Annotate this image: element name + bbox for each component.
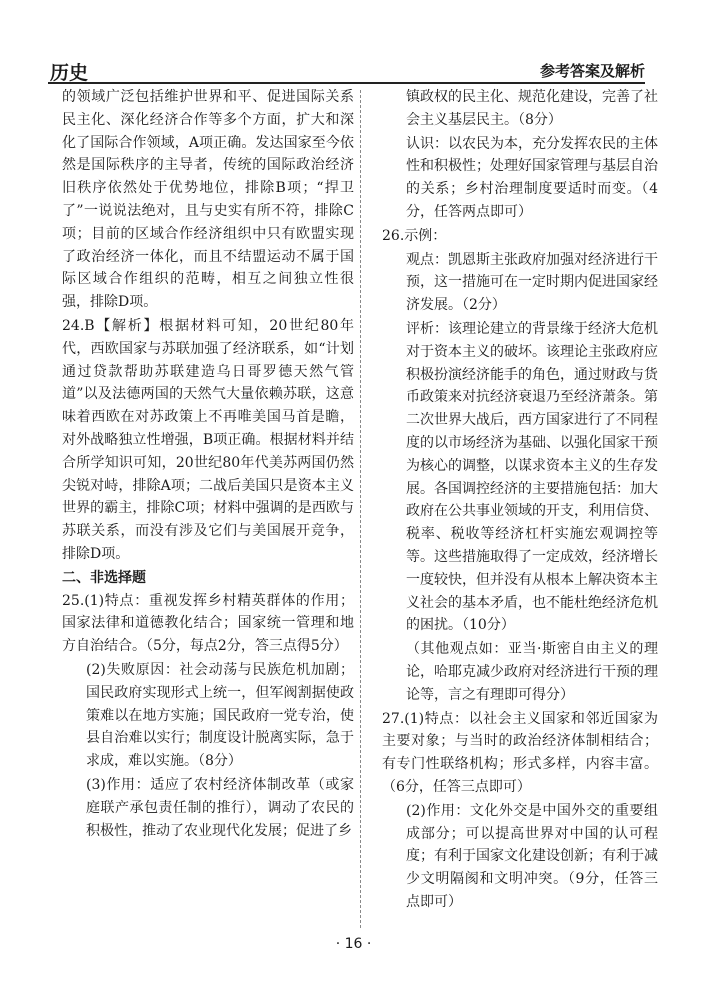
answer-25-1: 25.(1)特点：重视发挥乡村精英群体的作用；国家法律和道德教化结合；国家统一管理和地方自治结合。（5分，每点2分，答三点得5分） (62, 592, 354, 655)
answer-26-comment: 评析：该理论建立的背景缘于经济大危机对于资本主义的破坏。该理论主张政府应积极扮演经济能手的角色，通过财政与货币政策来对抗经济衰退乃至经济萧条。第二次世界大战后，西方国家进行了不同程度的以市场经济为基础、以强化国家干预为核心的调整，以谋求资本主义的生存发展。各国调控经济的主要措施包括：加大政府在公共事业领域的开支，利用信贷、税率、税收等经济杠杆实施宏观调控等等。这些措施取得了一定成效，经济增长一度较快，但并没有从根本上解决资本主义社会的基本矛盾，也不能杜绝经济危机的困扰。（10分） (406, 320, 658, 634)
section-heading: 二、非选择题 (62, 569, 146, 586)
section-title: 参考答案及解析 (539, 62, 645, 80)
subject-title: 历史 (50, 62, 89, 84)
column-divider (360, 90, 361, 928)
answer-25-2: (2)失败原因：社会动荡与民族危机加剧；国民政府实现形式上统一，但军阀割据使政策难以在地方实施；国民政府一党专治，使县自治难以实行；制度设计脱离实际，急于求成，难以实施。（8分） (86, 661, 354, 770)
answer-25-insight: 认识：以农民为本，充分发挥农民的主体性和积极性；处理好国家管理与基层自治的关系；乡村治理制度要适时而变。（4分，任答两点即可） (406, 135, 658, 220)
answer-26-other: （其他观点如：亚当·斯密自由主义的理论，哈耶克减少政府对经济进行干预的理论等，言之有理即可得分） (406, 641, 658, 703)
answer-26-viewpoint: 观点：凯恩斯主张政府加强对经济进行干预，这一措施可在一定时期内促进国家经济发展。（2分） (406, 251, 658, 314)
header-rule (48, 82, 645, 84)
answer-25-3: (3)作用：适应了农村经济体制改革（或家庭联产承包责任制的推行），调动了农民的积极性，推动了农业现代化发展；促进了乡 (86, 776, 354, 839)
answer-27-2: (2)作用：文化外交是中国外交的重要组成部分；可以提高世界对中国的认可程度；有利于国家文化建设创新；有利于减少文明隔阂和文明冲突。（9分，任答三点即可） (406, 802, 658, 910)
right-column (382, 86, 658, 915)
answer-25-3-cont: 镇政权的民主化、规范化建设，完善了社会主义基层民主。（8分） (406, 89, 658, 128)
page-number: · 16 · (335, 936, 372, 952)
answer-26-heading: 26.示例： (382, 227, 447, 244)
answer-27-1: 27.(1)特点：以社会主义国家和邻近国家为主要对象；与当时的政治经济体制相结合；有专门性联络机构；形式多样，内容丰富。（6分，任答三点即可） (382, 710, 658, 795)
answer-24: 24.B【解析】根据材料可知，20世纪80年代，西欧国家与苏联加强了经济联系，如“计划通过贷款帮助苏联建造乌日哥罗德天然气管道”以及法德两国的天然气大量依赖苏联，这意味着西欧在对苏政策上不再唯美国马首是瞻，对外战略独立性增强，B项正确。根据材料并结合所学知识可知，20世纪80年代美苏两国仍然尖锐对峙，排除A项；二战后美国只是资本主义世界的霸主，排除C项；材料中强调的是西欧与苏联关系，而没有涉及它们与美国展开竞争，排除D项。 (62, 317, 354, 562)
left-column (62, 86, 354, 843)
answer-paragraph: 的领域广泛包括维护世界和平、促进国际关系民主化、深化经济合作等多个方面，扩大和深化了国际合作领域，A项正确。发达国家至今依然是国际秩序的主导者，传统的国际政治经济旧秩序依然处于优势地位，排除B项；“捍卫了”一说说法绝对，且与史实有所不符，排除C项；目前的区域合作经济组织中只有欧盟实现了政治经济一体化，而且不结盟运动不属于国际区域合作组织的范畴，相互之间独立性很强，排除D项。 (62, 89, 354, 311)
